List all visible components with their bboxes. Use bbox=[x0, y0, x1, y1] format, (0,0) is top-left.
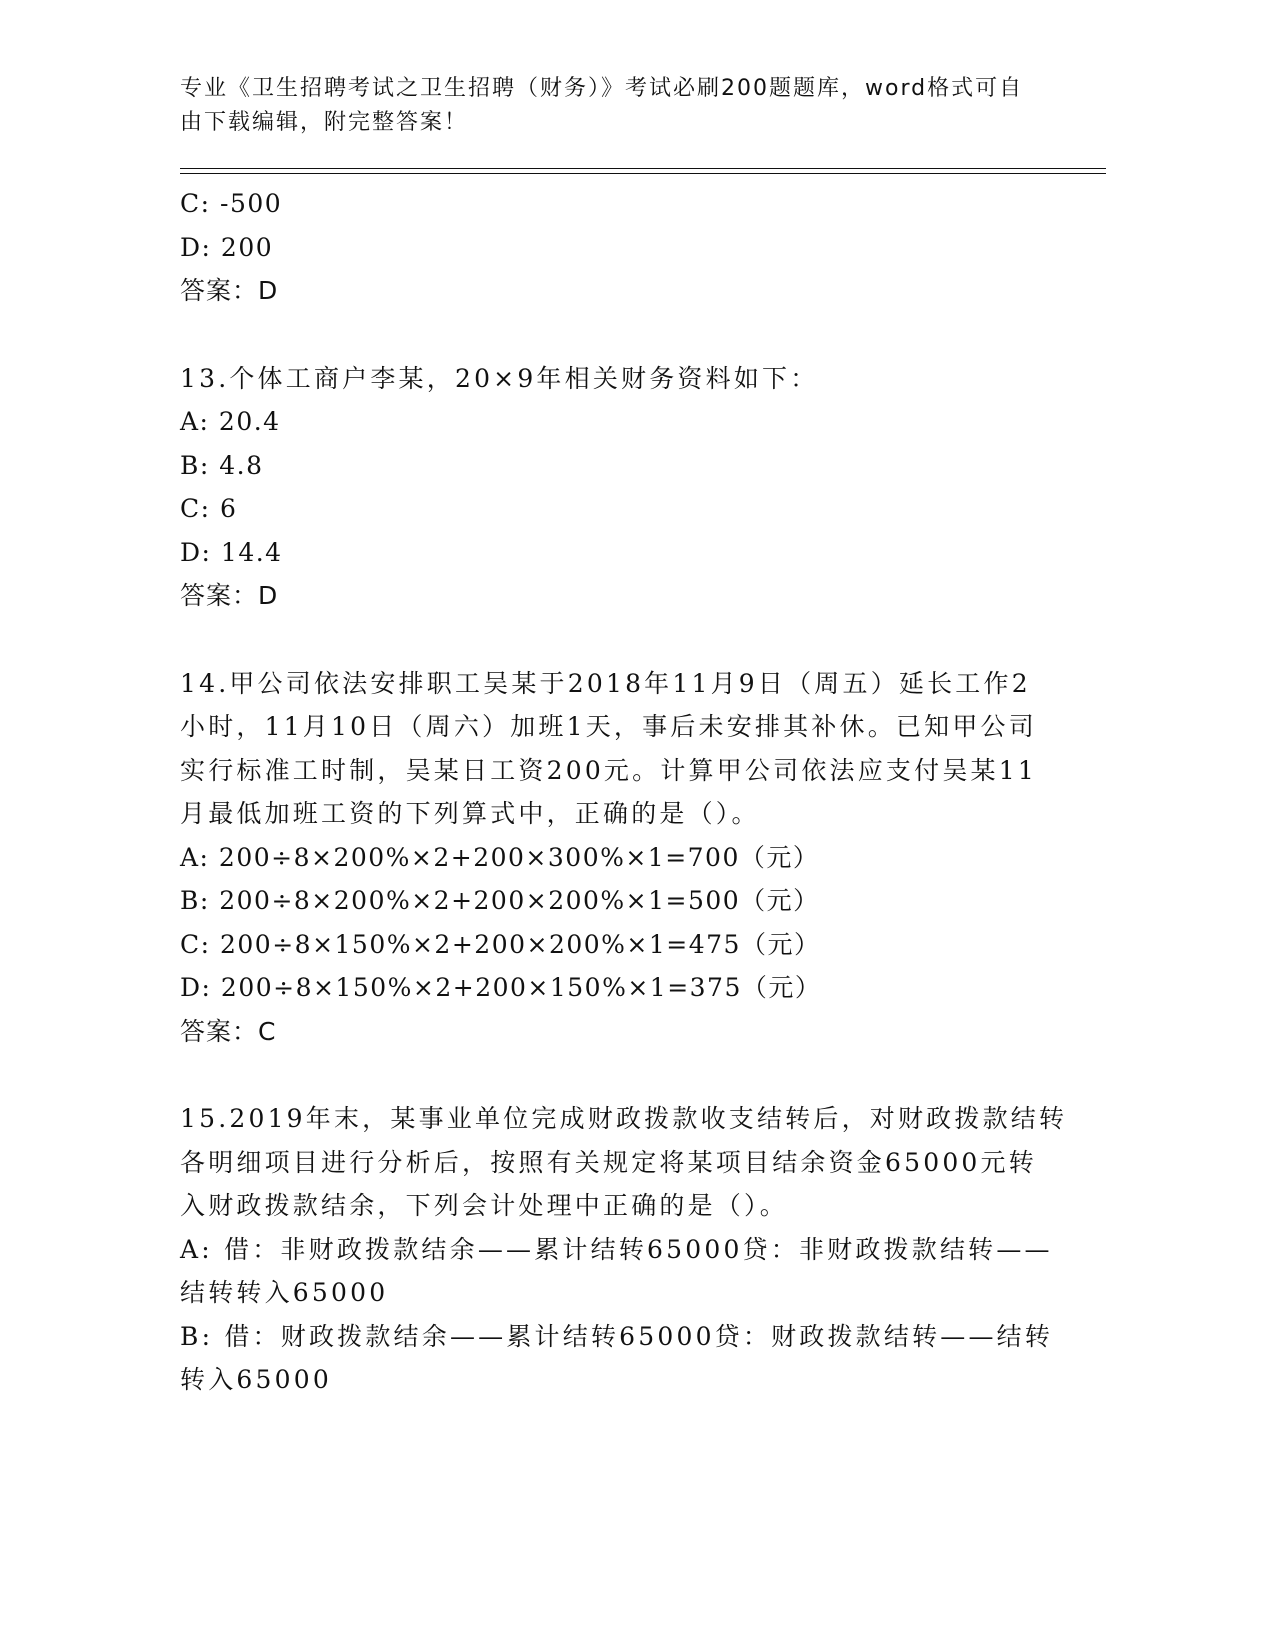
option-a-continued: 结转转入65000 bbox=[180, 1278, 389, 1307]
question-13 bbox=[180, 357, 1040, 401]
header-rule-top bbox=[180, 168, 1106, 169]
question-14 bbox=[180, 662, 1040, 836]
header-rule-bottom bbox=[180, 173, 1106, 174]
header-line-1: 专业《卫生招聘考试之卫生招聘（财务）》考试必刷200题题库，word格式可自 bbox=[180, 76, 1024, 101]
header-line-2: 由下载编辑，附完整答案！ bbox=[180, 110, 469, 135]
option-c: C: -500 bbox=[180, 189, 283, 218]
option-b: B: 借：财政拨款结余——累计结转65000贷：财政拨款结转——结转 bbox=[180, 1321, 1054, 1351]
option-a: A: 200÷8×200%×2+200×300%×1=700（元） bbox=[180, 842, 820, 872]
option-b-continued: 转入65000 bbox=[180, 1365, 332, 1394]
question-stem-line: 实行标准工时制，吴某日工资200元。计算甲公司依法应支付吴某11 bbox=[180, 755, 1037, 785]
option-d: D: 200÷8×150%×2+200×150%×1=375（元） bbox=[180, 973, 822, 1002]
question-stem-line: 14.甲公司依法安排职工吴某于2018年11月9日（周五）延长工作2 bbox=[180, 668, 1031, 698]
question-15 bbox=[180, 1097, 1068, 1228]
answer: 答案：D bbox=[180, 276, 279, 305]
question-stem-line: 13.个体工商户李某，20×9年相关财务资料如下： bbox=[180, 363, 819, 393]
option-a: A: 借：非财政拨款结余——累计结转65000贷：非财政拨款结转—— bbox=[180, 1234, 1053, 1264]
option-a: A: 20.4 bbox=[180, 407, 281, 436]
option-d: D: 200 bbox=[180, 232, 274, 262]
question-stem-line: 小时，11月10日（周六）加班1天，事后未安排其补休。已知甲公司 bbox=[180, 712, 1037, 741]
question-stem-line: 各明细项目进行分析后，按照有关规定将某项目结余资金65000元转 bbox=[180, 1147, 1037, 1177]
question-stem-line: 入财政拨款结余，下列会计处理中正确的是（）。 bbox=[180, 1191, 788, 1220]
question-stem-line: 15.2019年末，某事业单位完成财政拨款收支结转后，对财政拨款结转 bbox=[180, 1104, 1068, 1133]
answer: 答案：C bbox=[180, 1016, 277, 1046]
option-c: C: 6 bbox=[180, 494, 238, 523]
question-stem-line: 月最低加班工资的下列算式中，正确的是（）。 bbox=[180, 799, 760, 828]
option-b: B: 4.8 bbox=[180, 450, 264, 480]
document-body bbox=[180, 182, 1068, 1402]
answer: 答案：D bbox=[180, 581, 279, 610]
option-b: B: 200÷8×200%×2+200×200%×1=500（元） bbox=[180, 886, 820, 915]
page-header bbox=[180, 72, 1040, 140]
option-d: D: 14.4 bbox=[180, 537, 283, 567]
option-c: C: 200÷8×150%×2+200×200%×1=475（元） bbox=[180, 929, 821, 959]
